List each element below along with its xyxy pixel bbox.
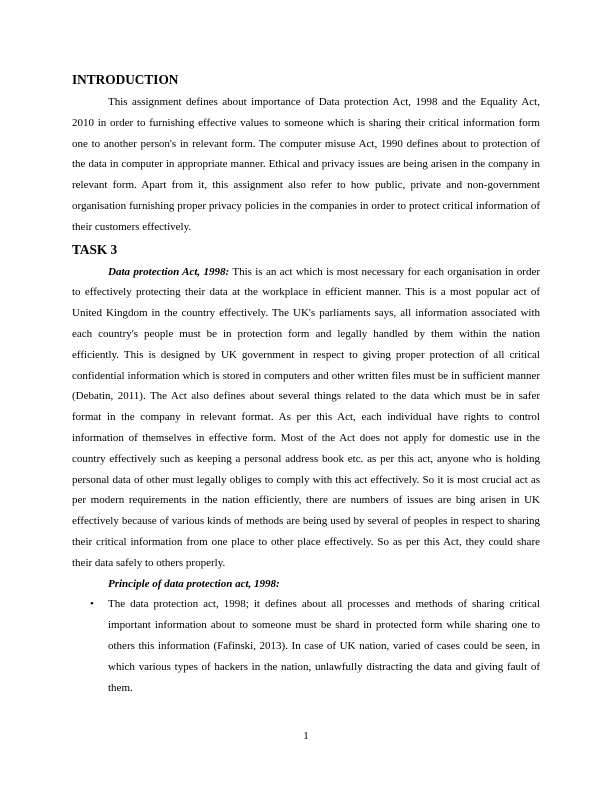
bullet-icon: • bbox=[90, 598, 94, 611]
task3-heading: TASK 3 bbox=[72, 241, 118, 257]
task3-paragraph bbox=[72, 262, 540, 574]
list-item-text: The data protection act, 1998; it defines about all processes and methods of sharing critical important information about to someone must be shard in protected form while sharing one to others this information (Fafinski, 2013). In case of UK nation, varied of cases could be seen, in which various types of hackers in the nation, unlawfully distracting the data and giving fault of them. bbox=[108, 598, 540, 694]
introduction-paragraph: This assignment defines about importance of Data protection Act, 1998 and the Equality Act, 2010 in order to furnishing effective values to someone which is sharing their critical information form one to another person's in relevant form. The computer misuse Act, 1990 defines about to protection of the data in computer in appropriate manner. Ethical and privacy issues are being arisen in the company in relevant form. Apart from it, this assignment also refer to how public, private and non-government organisation furnishing proper privacy policies in the companies in order to protect critical information of their customers effectively. bbox=[72, 96, 540, 233]
list-item bbox=[72, 594, 540, 698]
principle-list bbox=[72, 594, 540, 698]
document-page bbox=[72, 70, 540, 698]
page-number: 1 bbox=[303, 730, 309, 742]
introduction-heading: INTRODUCTION bbox=[72, 72, 179, 87]
principle-heading: Principle of data protection act, 1998: bbox=[108, 577, 280, 590]
task3-body: This is an act which is most necessary for each organisation in order to effectively protecting their data at the workplace in efficient manner. This is a most popular act of United Kingdom in the country effectively. The UK's parliaments says, all information associated with each country's people must be in protection form and legally handled by them within the nation efficiently. This is designed by UK government in respect to giving proper protection of all critical confidential information which is stored in computers and other written files must be in sufficient manner (Debatin, 2011). The Act also defines about several things related to the data which must be in safer format in the company in relevant format. As per this Act, each individual have rights to control information of themselves in effective form. Most of the Act does not apply for domestic use in the country effectively such as keeping a personal address book etc. as per this act, anyone who is holding personal data of other must legally obliges to comply with this act effectively. So it is most crucial act as per modern requirements in the nation efficiently, there are numbers of issues are bing arisen in UK effectively because of various kinds of methods are being used by several of peoples in respect to sharing their critical information from one place to other place effectively. So as per this Act, they could share their data safely to others properly. bbox=[72, 265, 540, 569]
task3-lead: Data protection Act, 1998: bbox=[108, 265, 230, 278]
